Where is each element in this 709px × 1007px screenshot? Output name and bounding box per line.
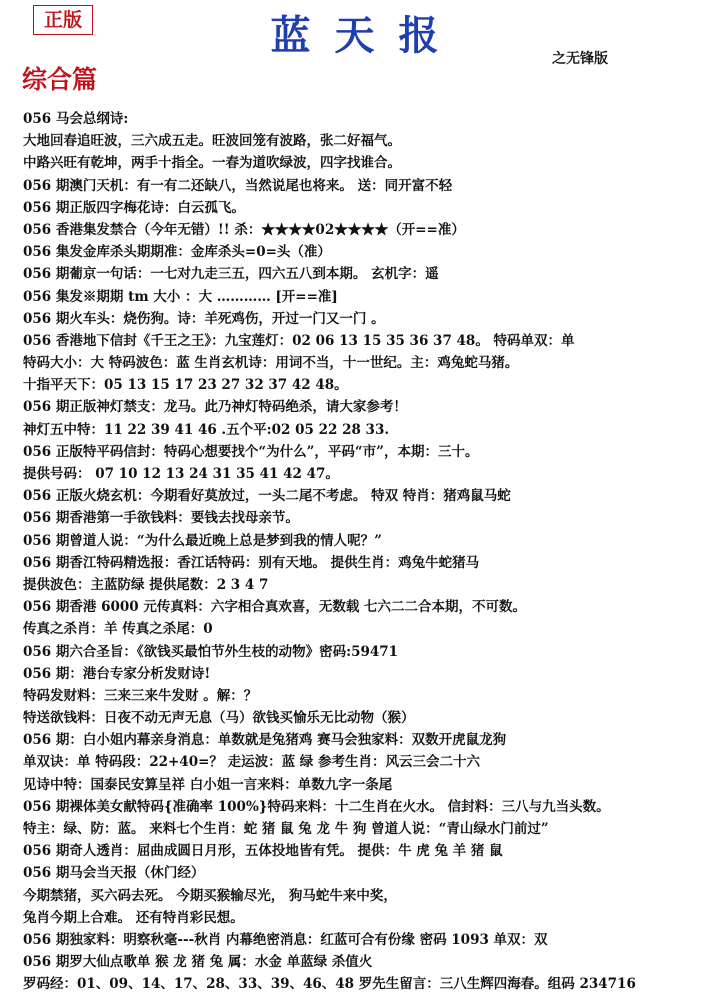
content-line: 见诗中特：国泰民安算呈祥 白小姐一言来料：单数九字一条尾 [23, 776, 393, 793]
content-line: 056 香港地下信封《千王之王》：九宝莲灯：02 06 13 15 35 36 37 48。 特码单双：单 [23, 332, 575, 349]
content-line: 中路兴旺有乾坤，两手十指全。一春为道吹绿波，四字找谁合。 [23, 155, 401, 172]
content-line: 056 期六合圣旨：《欲钱买最怕节外生枝的动物》密码:59471 [23, 643, 399, 660]
content-line: 神灯五中特：11 22 39 41 46 .五个平:02 05 22 28 33. [23, 421, 390, 438]
content-line: 兔肖今期上合难。 还有特肖彩民想。 [23, 909, 244, 926]
content-line: 056 正版火烧玄机：今期看好莫放过，一头二尾不考虑。 特双 特肖：猪鸡鼠马蛇 [23, 488, 511, 505]
content-line: 特主：绿、防：蓝。 来料七个生肖：蛇 猪 鼠 兔 龙 牛 狗 曾道人说：“青山绿水门前过” [23, 821, 549, 837]
content-line: 056 期火车头：烧伤狗。诗：羊死鸡伤，开过一门又一门 。 [23, 310, 385, 327]
content-line: 提供号码： 07 10 12 13 24 31 35 41 42 47。 [23, 466, 339, 482]
content-lines [23, 108, 697, 996]
content-line: 056 香港集发禁合（今年无错）!! 杀：★★★★02★★★★（开==准） [23, 221, 465, 238]
content-line: 056 期葡京一句话：一七对九走三五，四六五八到本期。 玄机字：遥 [23, 266, 439, 283]
content-line: 十指平天下：05 13 15 17 23 27 32 37 42 48。 [23, 377, 348, 394]
edition-badge: 正版 [33, 5, 93, 35]
content-line: 056 期正版神灯禁支：龙马。此乃神灯特码绝杀，请大家参考！ [23, 399, 407, 416]
content-line: 特送欲钱料：日夜不动无声无息（马）欲钱买愉乐无比动物（猴） [23, 710, 415, 727]
content-line: 特码发财料：三来三来牛发财 。解：？ [23, 687, 258, 704]
content-line: 056 期罗大仙点歌单 猴 龙 猪 兔 属：水金 单蓝绿 杀值火 [23, 954, 373, 971]
content-line: 056 集发金库杀头期期准：金库杀头=0=头（准） [23, 244, 331, 261]
content-line: 056 期香江特码精选报：香江话特码：别有天地。 提供生肖：鸡兔牛蛇猪马 [23, 554, 480, 571]
content-line: 056 期马会当天报（休门经） [23, 865, 205, 882]
content-line: 056 正版特平码信封：特码心想要找个“为什么”，平码“市”，本期：三十。 [23, 443, 479, 460]
newspaper-title: 蓝天报 [270, 12, 463, 59]
content-line: 056 期：白小姐内幕亲身消息：单数就是兔猪鸡 赛马会独家料：双数开虎鼠龙狗 [23, 732, 507, 749]
content-line: 056 期奇人透肖：屈曲成圆日月形，五体投地皆有凭。 提供：牛 虎 兔 羊 猪 鼠 [23, 843, 503, 860]
content-line: 传真之杀肖：羊 传真之杀尾：0 [23, 621, 213, 638]
content-line: 056 集发※期期 tm 大小 ：大 ………… [开==准] [23, 288, 338, 305]
content-line: 大地回春追旺波，三六成五走。旺波回笼有波路，张二好福气。 [23, 133, 401, 150]
edition-subtitle: 之无锋版 [552, 51, 608, 67]
content-line: 056 马会总纲诗: [23, 111, 129, 127]
content-line: 056 期裸体美女献特码{准确率 100%}特码来料：十二生肖在火水。 信封料：三八与九当头数。 [23, 798, 610, 815]
content-line: 提供波色：主蓝防绿 提供尾数：2 3 4 7 [23, 576, 269, 593]
content-line: 056 期正版四字梅花诗：白云孤飞。 [23, 199, 245, 216]
content-line: 056 期独家料：明察秋毫---秋肖 内幕绝密消息：红蓝可合有份缘 密码 1093 单双：双 [23, 931, 548, 948]
section-heading: 综合篇 [22, 65, 98, 94]
content-line: 056 期澳门天机：有一有二还缺八，当然说尾也将来。 送：同开富不轻 [23, 177, 453, 194]
content-line: 056 期：港台专家分析发财诗! [23, 665, 211, 682]
content-line: 今期禁猪，买六码去死。 今期买猴输尽光， 狗马蛇牛来中奖， [23, 887, 397, 904]
content-line: 罗码经：01、09、14、17、28、33、39、46、48 罗先生留言：三八生辉四海春。组码 234716 [23, 976, 636, 993]
content-line: 056 期香港 6000 元传真料：六字相合真欢喜，无数载 七六二二合本期，不可数。 [23, 599, 527, 616]
content-line: 056 期香港第一手欲钱料：要钱去找母亲节。 [23, 510, 299, 527]
content-line: 056 期曾道人说：“为什么最近晚上总是梦到我的情人呢？” [23, 532, 382, 549]
content-line: 特码大小：大 特码波色：蓝 生肖玄机诗：用词不当，十一世纪。主：鸡兔蛇马猪。 [23, 355, 519, 372]
content-line: 单双诀：单 特码段：22+40=？ 走运波：蓝 绿 参考生肖：风云三会二十六 [23, 754, 480, 771]
